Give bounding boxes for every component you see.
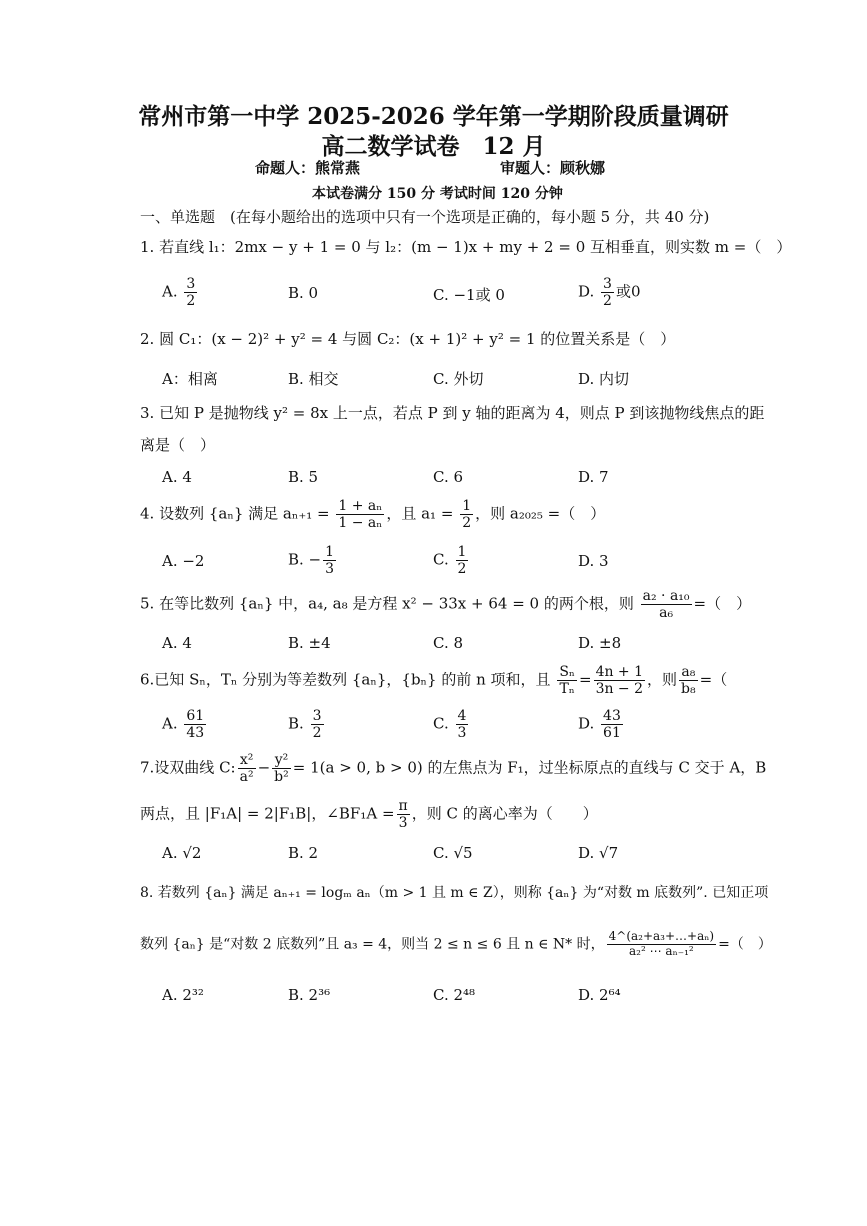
question-7-text-line2: 两点，且 |F₁A| = 2|F₁B|，∠BF₁A = $\frac{\pi}{3}$ ，则 C 的离心率为（ ） [140, 798, 598, 832]
q6-option-d: D. $\frac{43}{61}$ [578, 708, 621, 742]
section-heading: 一、单选题 (在每小题给出的选项中只有一个选项是正确的，每小题 5 分，共 40 分) [140, 208, 710, 226]
q1-option-b: B. 0 [288, 284, 319, 302]
q5-option-c: C. 8 [433, 634, 464, 652]
question-2-text: 2. 圆 C₁：(x − 2)² + y² = 4 与圆 C₂：(x + 1)² + y² = 1 的位置关系是（ ） [140, 330, 676, 348]
q4-option-c: C. $\frac{1}{2}$ [433, 544, 467, 578]
q4-option-b: B. − $\frac{1}{3}$ [288, 544, 335, 578]
q6-option-b: B. $\frac{3}{2}$ [288, 708, 322, 742]
q5-option-b: B. ±4 [288, 634, 331, 652]
q7-option-a: A. √2 [162, 844, 202, 862]
reviewer-label: 审题人：顾秋娜 [500, 159, 606, 177]
q2-option-b: B. 相交 [288, 370, 339, 388]
q7-option-c: C. √5 [433, 844, 473, 862]
q1-option-c: C. −1或 0 [433, 286, 505, 304]
q3-option-b: B. 5 [288, 468, 319, 486]
q8-option-a: A. 2³² [162, 986, 204, 1004]
q4-option-a: A. −2 [162, 552, 205, 570]
author-label: 命题人：熊常燕 [255, 159, 361, 177]
q7-option-d: D. √7 [578, 844, 619, 862]
question-8-text-line2: 数列 {aₙ} 是“对数 2 底数列”且 a₃ = 4，则当 2 ≤ n ≤ 6 且 n ∈ N* 时， $\frac{\text{4\textasciicircum{}(a₂+a₃+…+aₙ)}}{\text{a₂² ⋯ aₙ₋₁²}}$ =（ ） [140, 929, 772, 958]
q5-option-d: D. ±8 [578, 634, 622, 652]
exam-title: 常州市第一中学 2025-2026 学年第一学期阶段质量调研 [138, 103, 729, 130]
q2-option-c: C. 外切 [433, 370, 484, 388]
q1-option-a: A. $\frac{3}{2}$ [162, 276, 196, 310]
q3-option-d: D. 7 [578, 468, 609, 486]
q6-option-c: C. $\frac{4}{3}$ [433, 708, 467, 742]
q4-option-d: D. 3 [578, 552, 609, 570]
q8-option-d: D. 2⁶⁴ [578, 986, 621, 1004]
exam-subtitle: 高二数学试卷 12 月 [321, 133, 546, 160]
q6-option-a: A. $\frac{61}{43}$ [162, 708, 205, 742]
question-3-text-line1: 3. 已知 P 是抛物线 y² = 8x 上一点，若点 P 到 y 轴的距离为 4，则点 P 到该抛物线焦点的距 [140, 404, 765, 422]
question-3-text-line2: 离是（ ） [140, 436, 216, 454]
question-8-text-line1: 8. 若数列 {aₙ} 满足 aₙ₊₁ = logₘ aₙ（m > 1 且 m ∈ Z），则称 {aₙ} 为“对数 m 底数列”. 已知正项 [140, 885, 769, 901]
question-6-text: 6.已知 Sₙ，Tₙ 分别为等差数列 {aₙ}，{bₙ} 的前 n 项和，且 $\frac{\text{Sₙ}}{\text{Tₙ}}$ = $\frac{4n + 1}{3n - 2}$ ，则 $\frac{\text{a₈}}{\text{b₈}}$ =（ [140, 664, 728, 698]
q8-option-b: B. 2³⁶ [288, 986, 331, 1004]
q3-option-c: C. 6 [433, 468, 464, 486]
question-4-text: 4. 设数列 {aₙ} 满足 aₙ₊₁ = $\frac{\text{1 + aₙ}}{\text{1 − aₙ}}$ ，且 a₁ = $\frac{1}{2}$ ，则 a₂₀₂₅ =（ ） [140, 498, 606, 532]
q3-option-a: A. 4 [162, 468, 192, 486]
q1-option-d: D. $\frac{3}{2}$ 或0 [578, 276, 641, 310]
question-7-text-line1: 7.设双曲线 C: $\frac{\text{x²}}{\text{a²}}$ − $\frac{\text{y²}}{\text{b²}}$ = 1(a > 0, b > 0) 的左焦点为 F₁，过坐标原点的直线与 C 交于 A，B [140, 752, 767, 786]
exam-info: 本试卷满分 150 分 考试时间 120 分钟 [312, 186, 563, 202]
q8-option-c: C. 2⁴⁸ [433, 986, 476, 1004]
question-5-text: 5. 在等比数列 {aₙ} 中，a₄, a₈ 是方程 x² − 33x + 64 = 0 的两个根，则 $\frac{\text{a₂ · a₁₀}}{\text{a₆}}$ =（ ） [140, 588, 752, 622]
q2-option-d: D. 内切 [578, 370, 630, 388]
q5-option-a: A. 4 [162, 634, 192, 652]
q7-option-b: B. 2 [288, 844, 319, 862]
q2-option-a: A：相离 [162, 370, 218, 388]
question-1-text: 1. 若直线 l₁：2mx − y + 1 = 0 与 l₂：(m − 1)x + my + 2 = 0 互相垂直，则实数 m =（ ） [140, 238, 792, 256]
